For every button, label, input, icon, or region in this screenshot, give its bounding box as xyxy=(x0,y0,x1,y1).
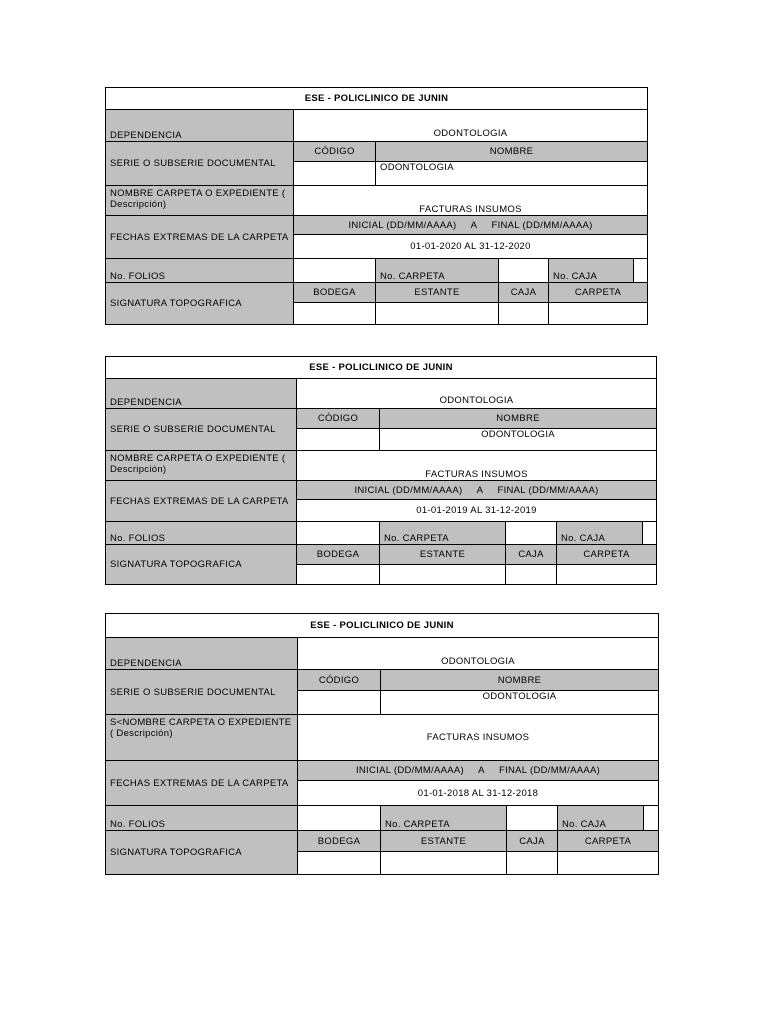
no-carpeta-value xyxy=(507,806,558,831)
codigo-value xyxy=(294,162,376,186)
carpeta-value: FACTURAS INSUMOS xyxy=(294,186,648,216)
no-carpeta-label: No. CARPETA xyxy=(380,522,506,545)
carpeta-header: CARPETA xyxy=(557,545,657,565)
fechas-label: FECHAS EXTREMAS DE LA CARPETA xyxy=(106,216,294,259)
fechas-header: INICIAL (DD/MM/AAAA) A FINAL (DD/MM/AAAA) xyxy=(294,216,648,235)
dependencia-value: ODONTOLOGIA xyxy=(294,110,648,142)
fechas-label: FECHAS EXTREMAS DE LA CARPETA xyxy=(106,761,298,806)
caja-value xyxy=(506,565,557,585)
no-caja-value xyxy=(643,522,657,545)
carpeta-label: NOMBRE CARPETA O EXPEDIENTE ( Descripción) xyxy=(106,186,294,216)
estante-value xyxy=(381,852,507,875)
folios-value xyxy=(298,806,381,831)
estante-header: ESTANTE xyxy=(376,283,499,303)
carpeta-value: FACTURAS INSUMOS xyxy=(297,451,657,481)
bodega-value xyxy=(298,852,381,875)
no-caja-label: No. CAJA xyxy=(557,522,643,545)
dependencia-value: ODONTOLOGIA xyxy=(297,379,657,409)
no-caja-label: No. CAJA xyxy=(549,259,634,283)
estante-value xyxy=(380,565,506,585)
nombre-value: ODONTOLOGIA xyxy=(376,162,648,186)
fechas-header: INICIAL (DD/MM/AAAA) A FINAL (DD/MM/AAAA) xyxy=(298,761,659,781)
codigo-value xyxy=(297,429,380,451)
fechas-header: INICIAL (DD/MM/AAAA) A FINAL (DD/MM/AAAA) xyxy=(297,481,657,500)
nombre-value: ODONTOLOGIA xyxy=(380,429,657,451)
card-title: ESE - POLICLINICO DE JUNIN xyxy=(106,614,659,638)
card-title: ESE - POLICLINICO DE JUNIN xyxy=(106,357,657,379)
no-carpeta-value xyxy=(506,522,557,545)
carpeta-cell-value xyxy=(557,565,657,585)
codigo-value xyxy=(298,691,381,715)
fechas-label: FECHAS EXTREMAS DE LA CARPETA xyxy=(106,481,297,522)
card-title: ESE - POLICLINICO DE JUNIN xyxy=(106,88,648,110)
folios-value xyxy=(297,522,380,545)
folios-label: No. FOLIOS xyxy=(106,522,297,545)
bodega-value xyxy=(297,565,380,585)
estante-value xyxy=(376,303,499,325)
codigo-header: CÓDIGO xyxy=(298,670,381,691)
fechas-value: 01-01-2018 AL 31-12-2018 xyxy=(298,781,659,806)
carpeta-header: CARPETA xyxy=(558,831,659,852)
nombre-header: NOMBRE xyxy=(376,142,648,162)
dependencia-label: DEPENDENCIA xyxy=(106,379,297,409)
carpeta-cell-value xyxy=(558,852,659,875)
caja-header: CAJA xyxy=(506,545,557,565)
codigo-header: CÓDIGO xyxy=(294,142,376,162)
folios-label: No. FOLIOS xyxy=(106,259,294,283)
label-card-1 xyxy=(105,87,648,325)
dependencia-label: DEPENDENCIA xyxy=(106,638,298,670)
caja-header: CAJA xyxy=(507,831,558,852)
fechas-value: 01-01-2020 AL 31-12-2020 xyxy=(294,235,648,259)
nombre-header: NOMBRE xyxy=(380,409,657,429)
signatura-label: SIGNATURA TOPOGRAFICA xyxy=(106,831,298,875)
caja-value xyxy=(507,852,558,875)
bodega-value xyxy=(294,303,376,325)
nombre-value: ODONTOLOGIA xyxy=(381,691,659,715)
nombre-header: NOMBRE xyxy=(381,670,659,691)
folios-value xyxy=(294,259,376,283)
no-caja-label: No. CAJA xyxy=(558,806,644,831)
caja-header: CAJA xyxy=(499,283,549,303)
dependencia-value: ODONTOLOGIA xyxy=(298,638,659,670)
carpeta-value: FACTURAS INSUMOS xyxy=(298,715,659,761)
label-card-3 xyxy=(105,613,659,875)
dependencia-label: DEPENDENCIA xyxy=(106,110,294,142)
carpeta-label: NOMBRE CARPETA O EXPEDIENTE ( Descripción) xyxy=(106,451,297,481)
no-carpeta-label: No. CARPETA xyxy=(376,259,499,283)
bodega-header: BODEGA xyxy=(298,831,381,852)
bodega-header: BODEGA xyxy=(294,283,376,303)
folios-label: No. FOLIOS xyxy=(106,806,298,831)
carpeta-label: S<NOMBRE CARPETA O EXPEDIENTE ( Descripción) xyxy=(106,715,298,761)
serie-label: SERIE O SUBSERIE DOCUMENTAL xyxy=(106,670,298,715)
carpeta-header: CARPETA xyxy=(549,283,648,303)
signatura-label: SIGNATURA TOPOGRAFICA xyxy=(106,545,297,585)
label-card-2 xyxy=(105,356,657,585)
estante-header: ESTANTE xyxy=(381,831,507,852)
bodega-header: BODEGA xyxy=(297,545,380,565)
carpeta-cell-value xyxy=(549,303,648,325)
estante-header: ESTANTE xyxy=(380,545,506,565)
serie-label: SERIE O SUBSERIE DOCUMENTAL xyxy=(106,409,297,451)
caja-value xyxy=(499,303,549,325)
no-carpeta-label: No. CARPETA xyxy=(381,806,507,831)
codigo-header: CÓDIGO xyxy=(297,409,380,429)
no-caja-value xyxy=(634,259,648,283)
serie-label: SERIE O SUBSERIE DOCUMENTAL xyxy=(106,142,294,186)
no-caja-value xyxy=(644,806,659,831)
signatura-label: SIGNATURA TOPOGRAFICA xyxy=(106,283,294,325)
fechas-value: 01-01-2019 AL 31-12-2019 xyxy=(297,500,657,522)
no-carpeta-value xyxy=(499,259,549,283)
